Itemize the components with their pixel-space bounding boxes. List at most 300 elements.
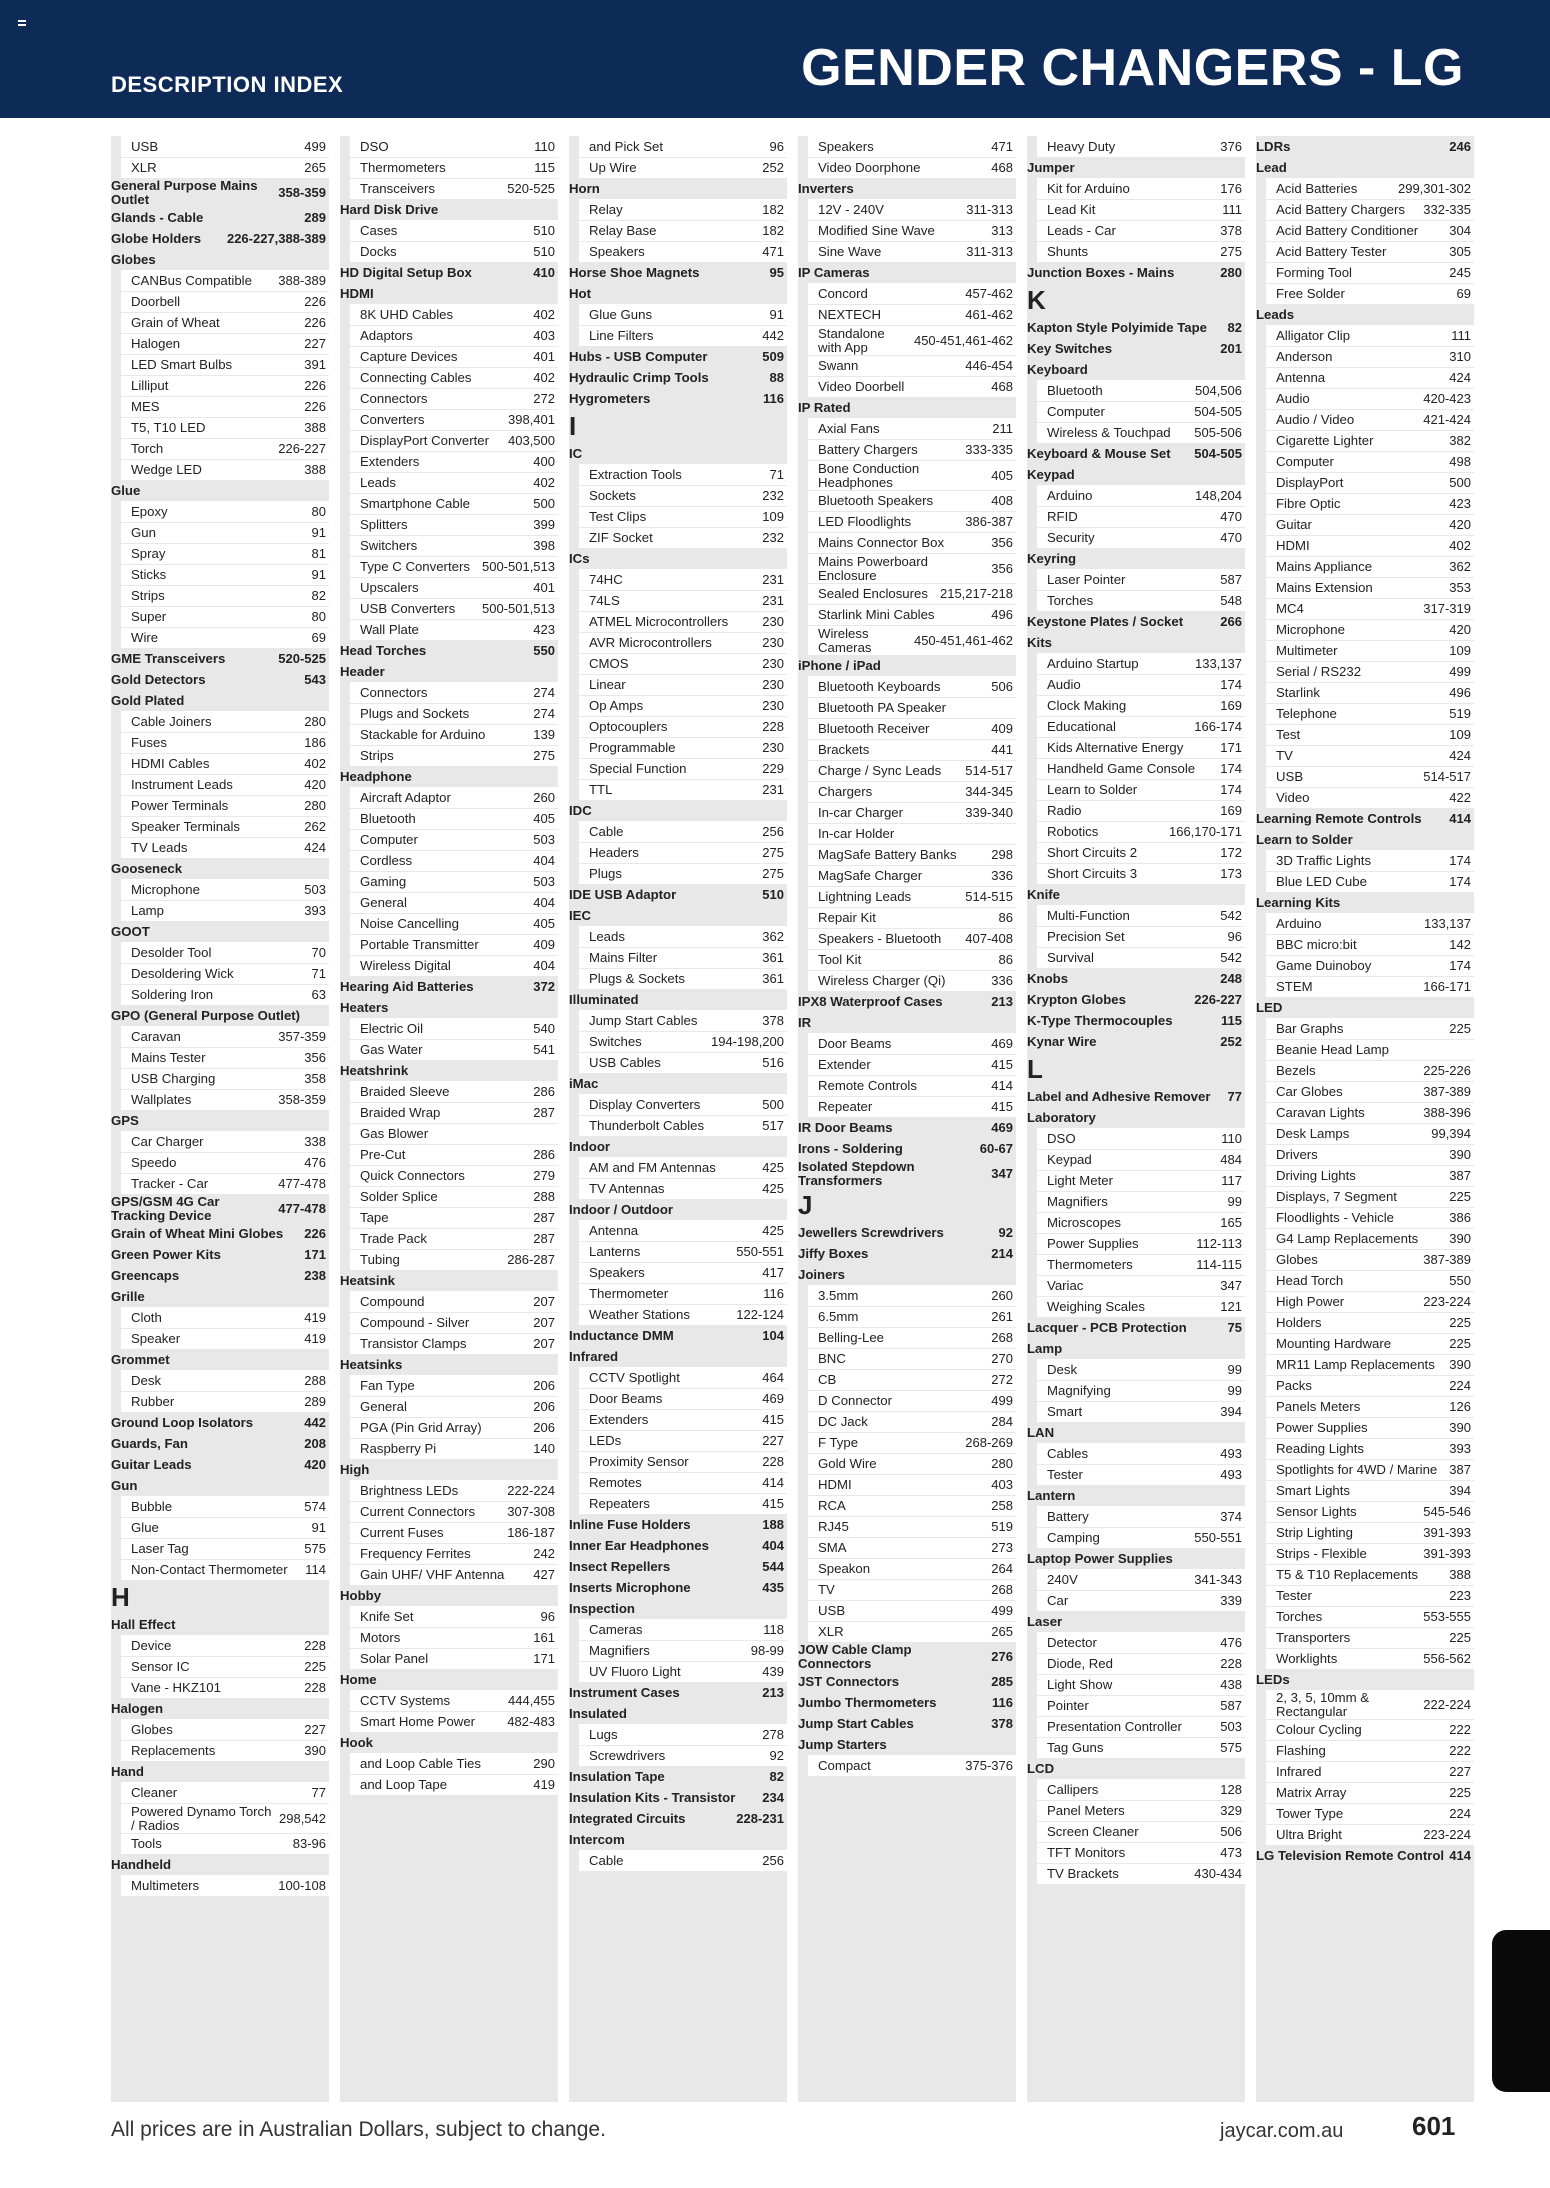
- entry-name: Gas Blower: [360, 1126, 429, 1142]
- entry-name: Braided Wrap: [360, 1105, 441, 1121]
- entry-name: Wireless Cameras: [818, 626, 872, 655]
- index-entry: [121, 627, 329, 648]
- page-reference: 148,204: [1195, 487, 1242, 503]
- index-entry: [350, 913, 558, 934]
- entry-name: Bar Graphs: [1276, 1020, 1344, 1036]
- page-reference: 77: [1227, 1088, 1242, 1104]
- entry-name: Lugs: [589, 1726, 618, 1742]
- entry-name: Arduino: [1276, 915, 1322, 931]
- index-entry: [350, 1648, 558, 1669]
- entry-name: Worklights: [1276, 1651, 1338, 1667]
- index-heading: [569, 800, 787, 821]
- index-heading: [340, 1732, 558, 1753]
- entry-name: Wallplates: [131, 1092, 192, 1108]
- page-reference: 375-376: [965, 1757, 1013, 1773]
- page-reference: 126: [1449, 1399, 1471, 1415]
- entry-name: Noise Cancelling: [360, 916, 459, 932]
- index-entry: [808, 907, 1016, 928]
- index-heading: [798, 1243, 1016, 1264]
- page-reference: 444,455: [508, 1692, 555, 1708]
- index-heading: [569, 1346, 787, 1367]
- entry-name: Glue Guns: [589, 306, 653, 322]
- index-entry: [1037, 1212, 1245, 1233]
- entry-name: Header: [340, 663, 385, 679]
- page-reference: 450-451,461-462: [913, 332, 1013, 348]
- page-reference: 95: [769, 264, 784, 280]
- entry-name: Kynar Wire: [1027, 1033, 1097, 1049]
- index-entry: [579, 464, 787, 485]
- index-heading: [111, 1194, 329, 1223]
- entry-name: Hall Effect: [111, 1616, 176, 1632]
- index-entry: [1266, 766, 1474, 787]
- entry-name: XLR: [131, 160, 157, 176]
- index-entry: [579, 304, 787, 325]
- page-reference: 172: [1220, 845, 1242, 861]
- index-entry: [1266, 1690, 1474, 1719]
- page-reference: 225: [1449, 1630, 1471, 1646]
- entry-name: Kids Alternative Energy: [1047, 740, 1184, 756]
- page-reference: 415: [991, 1099, 1013, 1115]
- page-reference: 519: [991, 1519, 1013, 1535]
- page-reference: 110: [534, 138, 555, 154]
- page-reference: 289: [304, 1394, 326, 1410]
- entry-name: Holders: [1276, 1315, 1322, 1331]
- entry-name: T5 & T10 Replacements: [1276, 1567, 1418, 1583]
- entry-name: Bluetooth Keyboards: [818, 678, 941, 694]
- page-reference: 80: [311, 503, 326, 519]
- page-reference: 499: [304, 138, 326, 154]
- index-heading: [111, 249, 329, 270]
- page-reference: 174: [1449, 874, 1471, 890]
- entry-name: Pointer: [1047, 1698, 1089, 1714]
- index-heading: [798, 1692, 1016, 1713]
- entry-name: Wall Plate: [360, 622, 419, 638]
- entry-name: Bone Conduction Headphones: [818, 461, 920, 490]
- entry-name: Computer: [360, 832, 418, 848]
- index-entry: [1266, 1312, 1474, 1333]
- entry-name: Gold Plated: [111, 692, 185, 708]
- page-reference: 398: [533, 538, 555, 554]
- entry-name: Capture Devices: [360, 349, 458, 365]
- page-reference: 404: [533, 853, 555, 869]
- page-reference: 104: [762, 1327, 784, 1343]
- index-entry: [121, 438, 329, 459]
- index-entry: [350, 598, 558, 619]
- entry-name: Panels Meters: [1276, 1399, 1361, 1415]
- entry-name: Inserts Microphone: [569, 1579, 691, 1595]
- entry-name: TV: [818, 1582, 835, 1598]
- entry-name: Trade Pack: [360, 1231, 427, 1247]
- page-reference: 98-99: [750, 1643, 784, 1659]
- index-entry: [808, 1474, 1016, 1495]
- index-entry: [350, 1291, 558, 1312]
- page-reference: 407-408: [965, 931, 1013, 947]
- index-entry: [121, 1328, 329, 1349]
- entry-name: Keyboard: [1027, 361, 1088, 377]
- entry-name: Smartphone Cable: [360, 496, 470, 512]
- page-reference: 142: [1449, 937, 1471, 953]
- index-entry: [350, 1501, 558, 1522]
- entry-name: iMac: [569, 1075, 599, 1091]
- page-reference: 505-506: [1194, 425, 1242, 441]
- index-entry: [808, 241, 1016, 262]
- index-entry: [1266, 241, 1474, 262]
- entry-name: 74LS: [589, 593, 620, 609]
- index-heading: [798, 1671, 1016, 1692]
- index-entry: [1037, 1569, 1245, 1590]
- entry-name: Electric Oil: [360, 1020, 424, 1036]
- entry-name: USB Cables: [589, 1055, 661, 1071]
- entry-name: Speakon: [818, 1561, 871, 1577]
- index-heading: [569, 1787, 787, 1808]
- index-entry: [121, 1656, 329, 1677]
- entry-name: Lamp: [131, 903, 164, 919]
- entry-name: Gaming: [360, 874, 407, 890]
- entry-name: Keypad: [1047, 1152, 1092, 1168]
- page-reference: 442: [762, 328, 784, 344]
- entry-name: Speaker Terminals: [131, 819, 240, 835]
- index-heading: [1256, 1845, 1474, 1866]
- entry-name: Guitar Leads: [111, 1456, 192, 1472]
- page-reference: 362: [762, 928, 784, 944]
- index-entry: [1266, 640, 1474, 661]
- page-reference: 358-359: [278, 184, 326, 200]
- index-heading: [569, 1535, 787, 1556]
- entry-name: Transporters: [1276, 1630, 1351, 1646]
- index-entry: [121, 417, 329, 438]
- index-heading: [569, 1577, 787, 1598]
- entry-name: Sensor IC: [131, 1659, 190, 1675]
- entry-name: Forming Tool: [1276, 265, 1352, 281]
- index-heading: [1256, 997, 1474, 1018]
- entry-name: LCD: [1027, 1760, 1055, 1776]
- page-reference: 228: [762, 1454, 784, 1470]
- index-entry: [1266, 1782, 1474, 1803]
- entry-name: Replacements: [131, 1743, 216, 1759]
- index-entry: [350, 1039, 558, 1060]
- index-heading: [1027, 968, 1245, 989]
- index-heading: [569, 1556, 787, 1577]
- index-entry: [1266, 1375, 1474, 1396]
- entry-name: Test Clips: [589, 509, 647, 525]
- page-reference: 116: [763, 1286, 784, 1302]
- page-reference: 288: [533, 1189, 555, 1205]
- index-heading: [569, 367, 787, 388]
- page-reference: 275: [762, 845, 784, 861]
- entry-name: Survival: [1047, 950, 1094, 966]
- entry-name: Speedo: [131, 1155, 177, 1171]
- index-heading: [111, 1433, 329, 1454]
- page-reference: 100-108: [278, 1877, 326, 1893]
- entry-name: Mains Powerboard Enclosure: [818, 554, 928, 583]
- entry-name: Tag Guns: [1047, 1740, 1104, 1756]
- entry-name: PGA (Pin Grid Array): [360, 1420, 482, 1436]
- index-heading: [569, 989, 787, 1010]
- index-entry: [579, 1409, 787, 1430]
- entry-name: Shunts: [1047, 244, 1089, 260]
- index-entry: [579, 1451, 787, 1472]
- index-entry: [121, 1740, 329, 1761]
- index-entry: [1037, 1401, 1245, 1422]
- entry-name: GOOT: [111, 923, 150, 939]
- index-heading: [569, 1136, 787, 1157]
- index-entry: [808, 970, 1016, 991]
- page-reference: 394: [1220, 1404, 1242, 1420]
- entry-name: Hydraulic Crimp Tools: [569, 369, 709, 385]
- page-reference: 506: [991, 678, 1013, 694]
- entry-name: Knobs: [1027, 970, 1069, 986]
- index-entry: [1266, 1186, 1474, 1207]
- index-entry: [121, 1719, 329, 1740]
- entry-name: Light Show: [1047, 1677, 1113, 1693]
- entry-name: Jump Start Cables: [798, 1715, 914, 1731]
- entry-name: Bluetooth: [1047, 382, 1103, 398]
- entry-name: Radio: [1047, 803, 1082, 819]
- page-reference: 514-517: [965, 763, 1013, 779]
- entry-name: LDRs: [1256, 138, 1291, 154]
- entry-name: Anderson: [1276, 349, 1333, 365]
- page-reference: 353: [1449, 580, 1471, 596]
- page-reference: 99: [1227, 1383, 1242, 1399]
- page-reference: 339: [1220, 1593, 1242, 1609]
- entry-name: NEXTECH: [818, 307, 882, 323]
- index-entry: [350, 1774, 558, 1795]
- side-thumb-tab[interactable]: [1492, 1930, 1550, 2092]
- index-heading: [1256, 829, 1474, 850]
- page-reference: 226: [304, 294, 326, 310]
- entry-name: Leads: [1256, 306, 1295, 322]
- page-reference: 280: [304, 798, 326, 814]
- entry-name: CCTV Spotlight: [589, 1369, 680, 1385]
- index-entry: [808, 1537, 1016, 1558]
- entry-name: Driving Lights: [1276, 1168, 1356, 1184]
- entry-name: Sealed Enclosures: [818, 586, 928, 602]
- index-heading: [1027, 1338, 1245, 1359]
- entry-name: Fan Type: [360, 1377, 415, 1393]
- entry-name: USB Charging: [131, 1071, 216, 1087]
- entry-name: Halogen: [111, 1700, 164, 1716]
- page-reference: 333-335: [965, 442, 1013, 458]
- entry-name: Caravan Lights: [1276, 1105, 1365, 1121]
- index-heading: [340, 1060, 558, 1081]
- entry-name: Special Function: [589, 761, 687, 777]
- page-reference: 500: [1449, 475, 1471, 491]
- entry-name: Floodlights - Vehicle: [1276, 1210, 1395, 1226]
- page-reference: 468: [991, 160, 1013, 176]
- page-reference: 404: [533, 958, 555, 974]
- page-reference: 224: [1449, 1378, 1471, 1394]
- entry-name: Lead Kit: [1047, 202, 1096, 218]
- entry-name: Desk Lamps: [1276, 1126, 1350, 1142]
- entry-name: MagSafe Battery Banks: [818, 847, 957, 863]
- entry-name: Adaptors: [360, 328, 413, 344]
- entry-name: Extenders: [589, 1412, 649, 1428]
- entry-name: Video Doorphone: [818, 160, 921, 176]
- index-entry: [808, 718, 1016, 739]
- index-entry: [1037, 380, 1245, 401]
- entry-name: 12V - 240V: [818, 201, 884, 217]
- index-entry: [808, 865, 1016, 886]
- page-reference: 509: [762, 348, 784, 364]
- page-reference: 82: [769, 1768, 784, 1784]
- page-reference: 166-171: [1423, 979, 1471, 995]
- entry-name: Powered Dynamo Torch / Radios: [131, 1804, 272, 1833]
- page-reference: 470: [1220, 530, 1242, 546]
- index-heading: [111, 1244, 329, 1265]
- index-entry: [1037, 422, 1245, 443]
- entry-name: DSO: [1047, 1130, 1076, 1146]
- entry-name: Epoxy: [131, 503, 168, 519]
- entry-name: Charge / Sync Leads: [818, 763, 942, 779]
- page-reference: 227: [304, 1721, 326, 1737]
- index-entry: [350, 241, 558, 262]
- index-heading: [569, 884, 787, 905]
- index-entry: [1266, 1291, 1474, 1312]
- entry-name: Lacquer - PCB Protection: [1027, 1319, 1187, 1335]
- index-entry: [121, 1803, 329, 1833]
- index-entry: [579, 1094, 787, 1115]
- index-heading: [1027, 632, 1245, 653]
- index-entry: [350, 1249, 558, 1270]
- index-heading: [569, 346, 787, 367]
- page-reference: 313: [991, 223, 1013, 239]
- page-reference: 96: [769, 138, 784, 154]
- page-reference: 225-226: [1423, 1063, 1471, 1079]
- index-heading: [569, 262, 787, 283]
- entry-name: General: [360, 895, 407, 911]
- entry-name: Strips: [360, 748, 394, 764]
- entry-name: Compound: [360, 1293, 425, 1309]
- index-entry: [579, 1304, 787, 1325]
- index-entry: [808, 220, 1016, 241]
- page-reference: 382: [1449, 433, 1471, 449]
- entry-name: Home: [340, 1671, 377, 1687]
- index-entry: [1037, 1821, 1245, 1842]
- page-reference: 477-478: [278, 1200, 326, 1216]
- index-entry: [1266, 514, 1474, 535]
- entry-name: Ultra Bright: [1276, 1827, 1342, 1843]
- entry-name: Concord: [818, 285, 868, 301]
- index-entry: [1037, 1254, 1245, 1275]
- page-reference: 520-525: [507, 181, 555, 197]
- index-heading: [798, 991, 1016, 1012]
- page-reference: 401: [533, 580, 555, 596]
- page-reference: 169: [1220, 698, 1242, 714]
- entry-name: Current Connectors: [360, 1504, 476, 1520]
- entry-name: Braided Sleeve: [360, 1083, 450, 1099]
- index-entry: [808, 802, 1016, 823]
- page-reference: 498: [1449, 454, 1471, 470]
- index-heading: [1027, 1422, 1245, 1443]
- entry-name: Hot: [569, 285, 591, 301]
- page-reference: 227: [762, 1433, 784, 1449]
- entry-name: CCTV Systems: [360, 1692, 451, 1708]
- entry-name: Gas Water: [360, 1042, 423, 1058]
- entry-name: Non-Contact Thermometer: [131, 1562, 288, 1578]
- entry-name: Standalone with App: [818, 326, 885, 355]
- page-reference: 223-224: [1423, 1827, 1471, 1843]
- index-entry: [808, 949, 1016, 970]
- entry-name: 240V: [1047, 1571, 1078, 1587]
- page-reference: 387: [1449, 1462, 1471, 1478]
- page-reference: 464: [762, 1369, 784, 1385]
- index-heading: [1027, 1317, 1245, 1338]
- entry-name: RJ45: [818, 1519, 849, 1535]
- page-reference: 394: [1449, 1483, 1471, 1499]
- index-entry: [350, 703, 558, 724]
- entry-name: Spray: [131, 546, 166, 562]
- entry-name: Battery Chargers: [818, 442, 918, 458]
- index-heading: [111, 669, 329, 690]
- index-entry: [350, 1123, 558, 1144]
- index-entry: [579, 1262, 787, 1283]
- entry-name: Leads - Car: [1047, 223, 1116, 239]
- entry-name: XLR: [818, 1624, 844, 1640]
- index-entry: [808, 697, 1016, 718]
- entry-name: Quick Connectors: [360, 1168, 465, 1184]
- index-entry: [1037, 220, 1245, 241]
- page-reference: 232: [762, 530, 784, 546]
- page-reference: 75: [1227, 1319, 1242, 1335]
- entry-name: Key Switches: [1027, 340, 1113, 356]
- index-column-3: [569, 136, 787, 2102]
- entry-name: Strips: [131, 588, 165, 604]
- entry-name: Colour Cycling: [1276, 1722, 1362, 1738]
- index-entry: [1037, 1842, 1245, 1863]
- index-entry: [1266, 1270, 1474, 1291]
- entry-name: Car Globes: [1276, 1084, 1343, 1100]
- entry-name: Doorbell: [131, 294, 181, 310]
- index-entry: [121, 501, 329, 522]
- index-heading: [798, 1734, 1016, 1755]
- entry-name: In-car Charger: [818, 805, 904, 821]
- index-entry: [579, 1220, 787, 1241]
- entry-name: Motors: [360, 1630, 401, 1646]
- entry-name: Mains Extension: [1276, 580, 1373, 596]
- page-reference: 116: [992, 1694, 1013, 1710]
- index-entry: [808, 1096, 1016, 1117]
- index-entry: [1266, 325, 1474, 346]
- page-reference: 332-335: [1423, 202, 1471, 218]
- page-reference: 92: [769, 1748, 784, 1764]
- index-entry: [808, 604, 1016, 625]
- index-heading: [111, 690, 329, 711]
- index-entry: [1266, 1480, 1474, 1501]
- page-reference: 226-227: [278, 441, 326, 457]
- index-heading: [798, 262, 1016, 283]
- index-entry: [808, 676, 1016, 697]
- index-entry: [121, 1635, 329, 1656]
- index-entry: [1266, 1354, 1474, 1375]
- footer-url[interactable]: jaycar.com.au: [1220, 2120, 1344, 2142]
- menu-icon[interactable]: [18, 20, 26, 28]
- index-column-4: [798, 136, 1016, 2102]
- page-reference: 510: [533, 244, 555, 260]
- index-entry: [808, 1558, 1016, 1579]
- entry-name: Tools: [131, 1836, 162, 1852]
- page-reference: 450-451,461-462: [913, 632, 1013, 648]
- index-entry: [579, 1157, 787, 1178]
- page-reference: 500: [533, 496, 555, 512]
- index-entry: [350, 346, 558, 367]
- entry-name: Transceivers: [360, 181, 435, 197]
- page-reference: 174: [1220, 761, 1242, 777]
- index-entry: [1037, 1170, 1245, 1191]
- index-entry: [350, 1165, 558, 1186]
- entry-name: Microscopes: [1047, 1215, 1122, 1231]
- index-entry: [1266, 661, 1474, 682]
- entry-name: Learning Remote Controls: [1256, 810, 1422, 826]
